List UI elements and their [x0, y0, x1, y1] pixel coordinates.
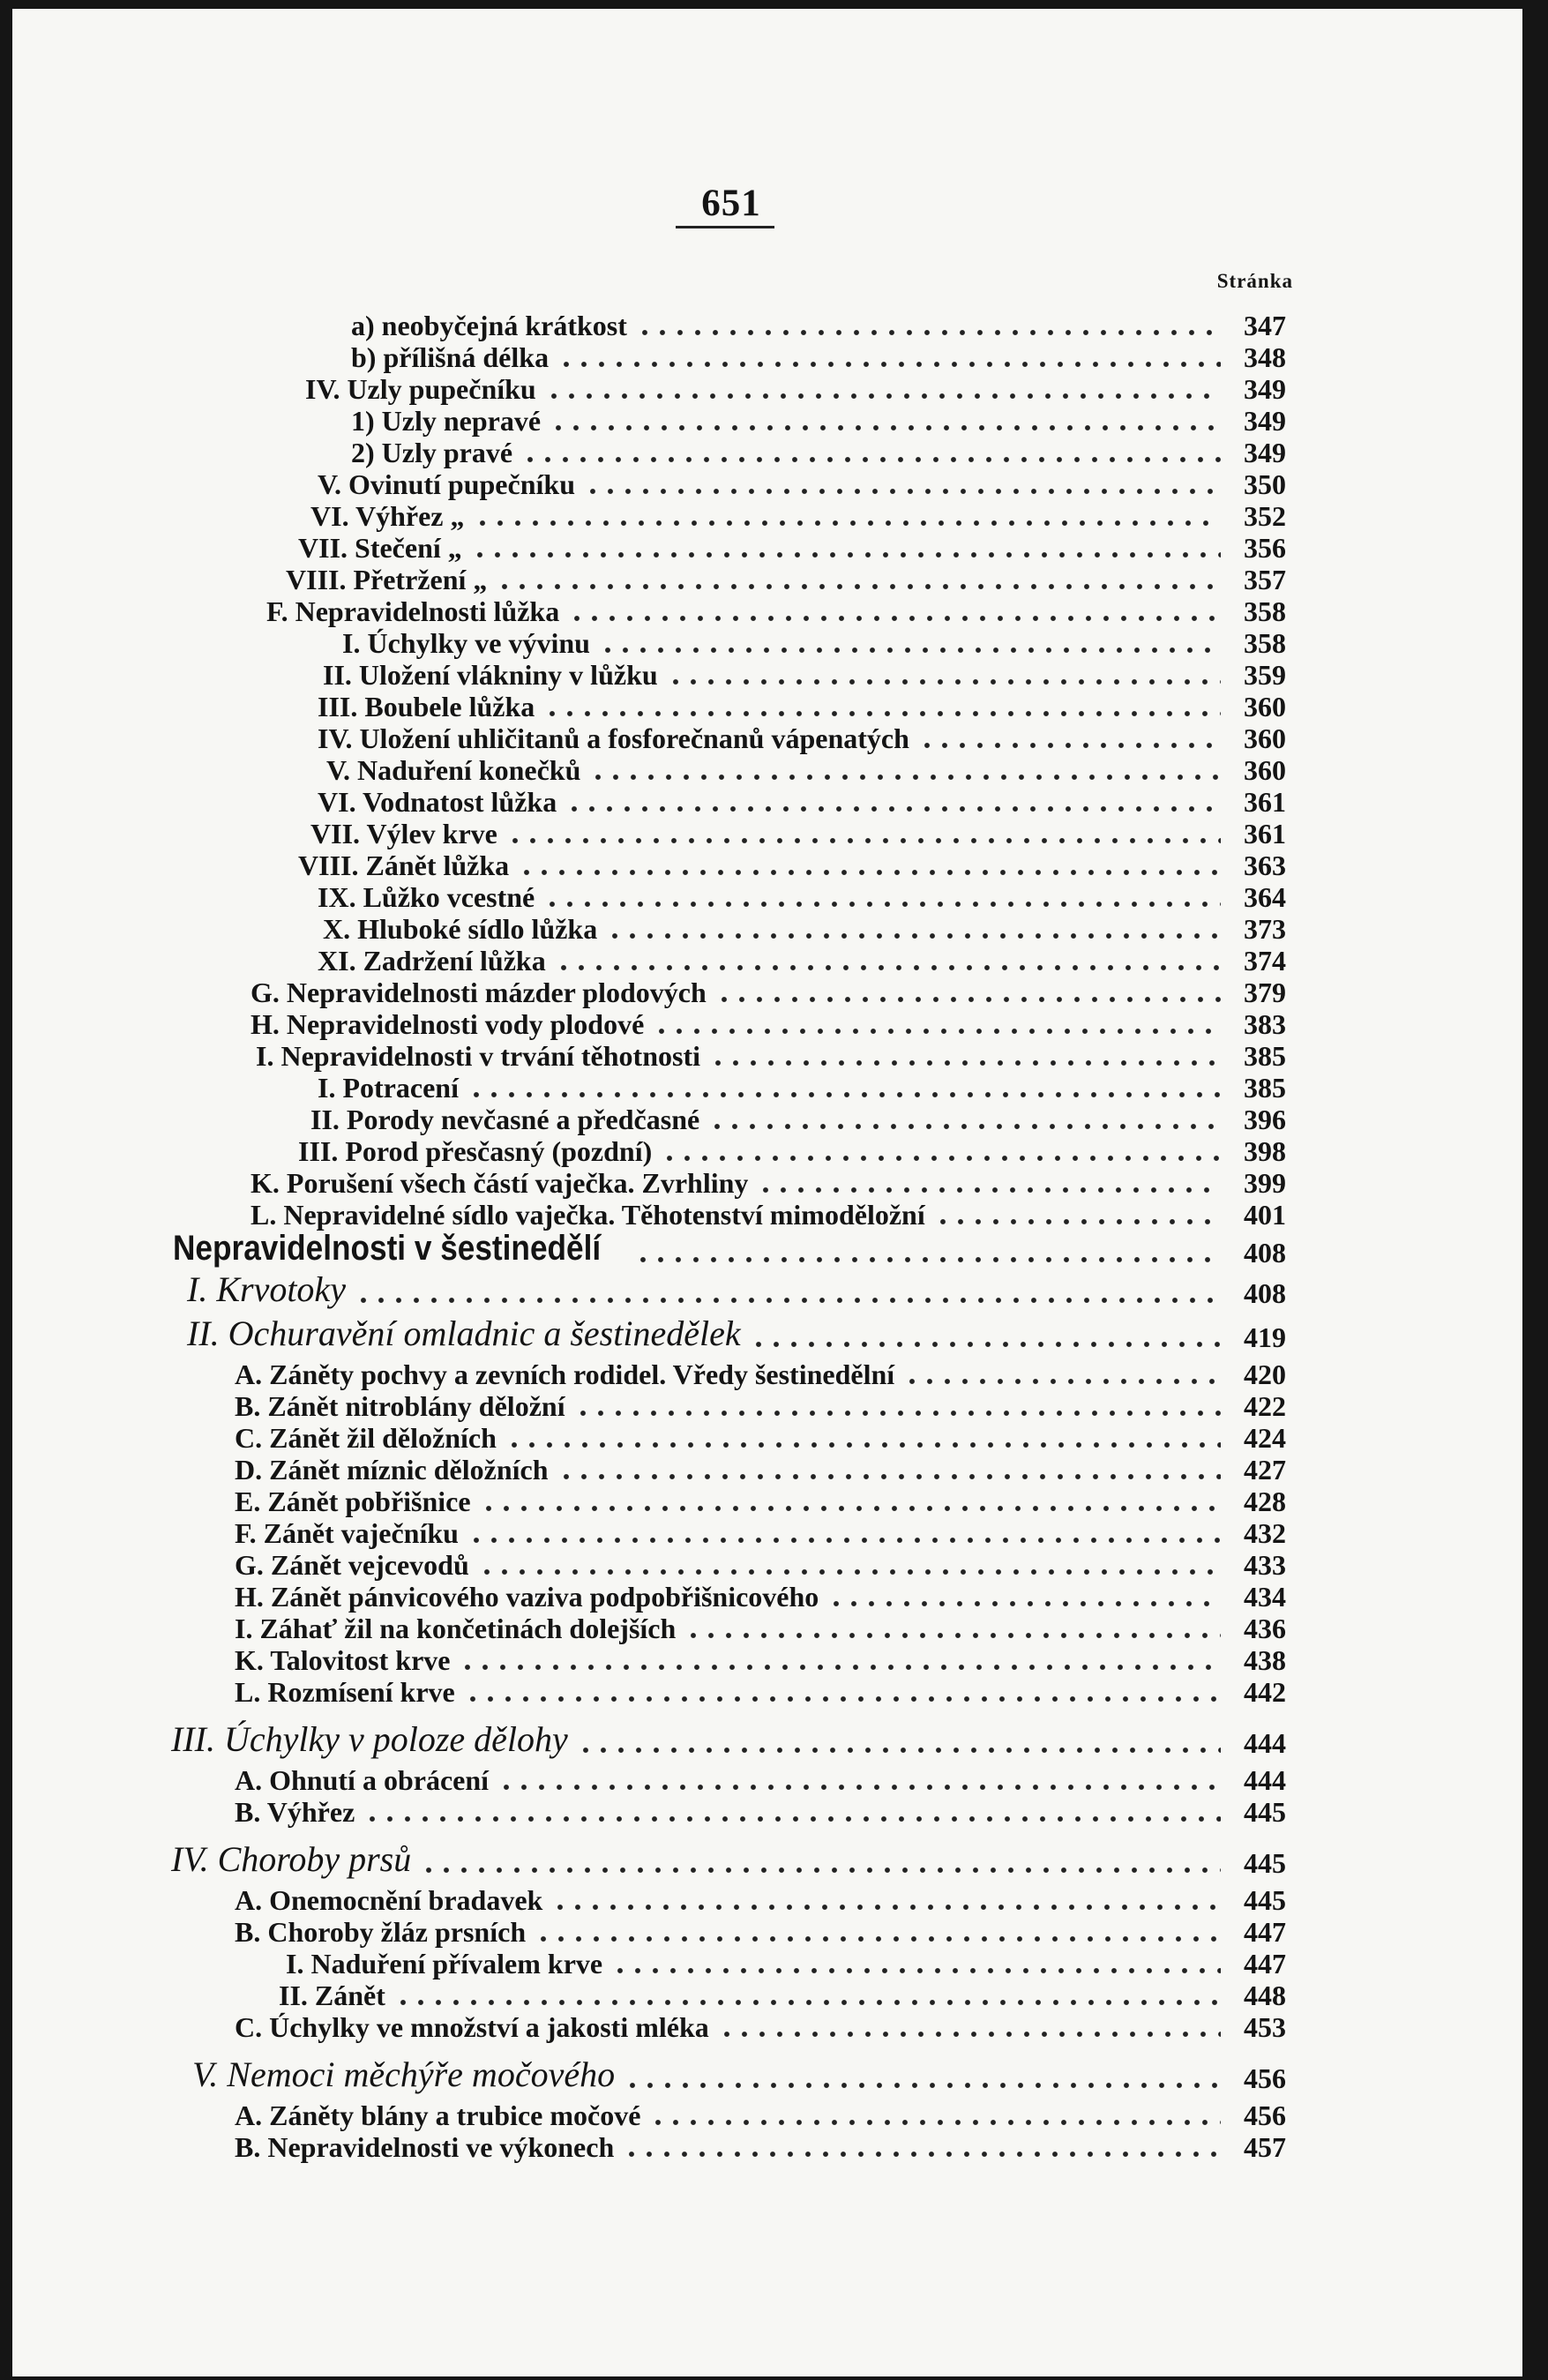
toc-entry-title: C. Úchylky ve množství a jakosti mléka: [235, 2011, 709, 2043]
toc-entry-title: II. Zánět: [279, 1980, 385, 2011]
toc-entry: [235, 2099, 1286, 2131]
toc-entry: [256, 1040, 1286, 1072]
toc-entry-title: A. Onemocnění bradavek: [235, 1884, 543, 1916]
toc-entry-title: I. Úchylky ve vývinu: [342, 627, 590, 659]
toc-entry-page: 359: [1244, 659, 1286, 691]
book-page: [12, 9, 1522, 2376]
leader-dots: [653, 1011, 1221, 1036]
toc-entry-title: I. Naduření přívalem krve: [286, 1948, 603, 1980]
leader-dots: [565, 789, 1221, 813]
toc-chapter: [171, 1720, 1286, 1759]
toc-entry-title: K. Porušení všech částí vaječka. Zvrhliny: [251, 1167, 749, 1199]
toc-entry-page: 349: [1244, 437, 1286, 468]
toc-entry-title: II. Porody nevčasné a předčasné: [310, 1104, 700, 1135]
toc-entry-title: A. Ohnutí a obrácení: [235, 1764, 490, 1796]
leader-dots: [471, 535, 1221, 559]
toc-entry: [323, 913, 1286, 945]
toc-chapter: [171, 1840, 1286, 1879]
toc-entry-page: 424: [1244, 1422, 1286, 1454]
toc-entry: [235, 1581, 1286, 1613]
leader-dots: [715, 979, 1221, 1004]
toc-entry-title: VIII. Zánět lůžka: [298, 849, 510, 881]
toc-entry-page: 428: [1244, 1486, 1286, 1517]
toc-entry-title: E. Zánět pobřišnice: [235, 1486, 471, 1517]
leader-dots: [589, 757, 1221, 782]
leader-dots: [497, 1767, 1221, 1792]
toc-entry-title: B. Výhřez: [235, 1796, 355, 1828]
toc-entry: [318, 881, 1286, 913]
leader-dots: [464, 1679, 1221, 1703]
leader-dots: [918, 725, 1221, 750]
toc-entry-page: 433: [1244, 1549, 1286, 1581]
toc-entry: [235, 1796, 1286, 1828]
chapter-page: 419: [1244, 1321, 1286, 1353]
leader-dots: [827, 1583, 1221, 1608]
leader-dots: [355, 1280, 1221, 1305]
leader-dots: [543, 884, 1221, 909]
toc-entry: [235, 1916, 1286, 1948]
toc-entry: [310, 500, 1286, 532]
toc-entry: [235, 1422, 1286, 1454]
toc-entry: [251, 1167, 1286, 1199]
toc-entry-title: I. Potracení: [318, 1072, 459, 1104]
toc-entry-page: 360: [1244, 754, 1286, 786]
toc-entry-page: 442: [1244, 1676, 1286, 1708]
toc-entry-page: 438: [1244, 1644, 1286, 1676]
toc-entry: [351, 341, 1286, 373]
leader-dots: [555, 947, 1221, 972]
toc-entry: [318, 786, 1286, 818]
leader-dots: [599, 630, 1221, 655]
toc-entry-page: 398: [1244, 1135, 1286, 1167]
leader-dots: [684, 1615, 1221, 1640]
toc-entry-title: VI. Vodnatost lůžka: [318, 786, 557, 818]
toc-entry: [298, 532, 1286, 564]
chapter-page: 408: [1244, 1277, 1286, 1309]
toc-entry: [318, 722, 1286, 754]
toc-entry-page: 364: [1244, 881, 1286, 913]
toc-entry-page: 399: [1244, 1167, 1286, 1199]
toc-entry-title: IX. Lůžko vcestné: [318, 881, 535, 913]
toc-chapter: [192, 2055, 1286, 2094]
column-header-page: Stránka: [1216, 270, 1293, 292]
toc-entry-page: 434: [1244, 1581, 1286, 1613]
toc-entry-title: D. Zánět míznic děložních: [235, 1454, 549, 1486]
leader-dots: [496, 566, 1221, 591]
toc-entry-title: 1) Uzly nepravé: [351, 405, 542, 437]
toc-entry-title: VIII. Přetržení „: [286, 564, 488, 595]
leader-dots: [624, 2065, 1221, 2090]
toc-entry: [310, 1104, 1286, 1135]
toc-entry-page: 352: [1244, 500, 1286, 532]
toc-entry-page: 385: [1244, 1072, 1286, 1104]
leader-dots: [611, 1950, 1221, 1975]
leader-dots: [606, 916, 1221, 940]
leader-dots: [478, 1552, 1221, 1576]
leader-dots: [757, 1170, 1221, 1194]
toc-entry-page: 361: [1244, 786, 1286, 818]
toc-entry-page: 349: [1244, 373, 1286, 405]
toc-entry-page: 447: [1244, 1916, 1286, 1948]
toc-entry-title: F. Nepravidelnosti lůžka: [266, 595, 560, 627]
leader-dots: [574, 1393, 1221, 1418]
leader-dots: [394, 1982, 1221, 2007]
toc-entry: [235, 1390, 1286, 1422]
toc-entry: [235, 1644, 1286, 1676]
chapter-title: V. Nemoci měchýře močového: [192, 2054, 616, 2094]
chapter-page: 445: [1244, 1847, 1286, 1879]
leader-dots: [474, 503, 1222, 528]
toc-entry: [251, 1008, 1286, 1040]
leader-dots: [363, 1799, 1221, 1823]
toc-chapter: [187, 1314, 1286, 1353]
page-number-underline: [676, 226, 774, 228]
toc-entry-title: L. Nepravidelné sídlo vaječka. Těhotenství mimoděložní: [251, 1199, 925, 1231]
toc-section-heading: [173, 1228, 1286, 1269]
toc-entry-page: 356: [1244, 532, 1286, 564]
leader-dots: [557, 1456, 1221, 1481]
toc-entry-page: 360: [1244, 722, 1286, 754]
toc-entry-page: 457: [1244, 2131, 1286, 2163]
toc-entry: [318, 691, 1286, 722]
toc-entry-title: b) přílišná délka: [351, 341, 550, 373]
toc-entry-page: 447: [1244, 1948, 1286, 1980]
toc-entry-title: 2) Uzly pravé: [351, 437, 513, 468]
toc-entry: [235, 1549, 1286, 1581]
toc-entry-title: H. Nepravidelnosti vody plodové: [251, 1008, 645, 1040]
toc-entry: [318, 945, 1286, 977]
chapter-title: IV. Choroby prsů: [171, 1839, 412, 1879]
leader-dots: [550, 408, 1221, 432]
toc-entry-page: 444: [1244, 1764, 1286, 1796]
toc-entry: [235, 1454, 1286, 1486]
toc-entry-page: 350: [1244, 468, 1286, 500]
toc-entry: [235, 1358, 1286, 1390]
toc-entry-title: G. Nepravidelnosti mázder plodových: [251, 977, 707, 1008]
toc-entry-page: 379: [1244, 977, 1286, 1008]
leader-dots: [467, 1074, 1221, 1099]
toc-entry-page: 448: [1244, 1980, 1286, 2011]
toc-entry: [235, 1764, 1286, 1796]
toc-entry-title: IV. Uložení uhličitanů a fosforečnanů vápenatých: [318, 722, 909, 754]
toc-entry-page: 373: [1244, 913, 1286, 945]
chapter-title: I. Krvotoky: [187, 1269, 346, 1309]
toc-entry: [351, 405, 1286, 437]
toc-entry-title: V. Ovinutí pupečníku: [318, 468, 575, 500]
toc-entry-title: K. Talovitost krve: [235, 1644, 451, 1676]
toc-entry: [286, 564, 1286, 595]
toc-entry: [235, 1486, 1286, 1517]
toc-entry: [310, 818, 1286, 849]
toc-entry: [235, 1676, 1286, 1708]
leader-dots: [667, 662, 1221, 686]
toc-entry-title: B. Choroby žláz prsních: [235, 1916, 527, 1948]
toc-entry-page: 358: [1244, 595, 1286, 627]
toc-entry-page: 456: [1244, 2099, 1286, 2131]
leader-dots: [568, 598, 1221, 623]
toc-entry: [279, 1980, 1286, 2011]
toc-entry: [235, 1613, 1286, 1644]
toc-entry-page: 360: [1244, 691, 1286, 722]
toc-entry-title: I. Záhať žil na končetinách dolejších: [235, 1613, 677, 1644]
toc-entry-page: 361: [1244, 818, 1286, 849]
toc-entry-title: III. Boubele lůžka: [318, 691, 535, 722]
toc-entry: [251, 977, 1286, 1008]
toc-entry-title: III. Porod přesčasný (pozdní): [298, 1135, 653, 1167]
leader-dots: [480, 1488, 1221, 1513]
toc-entry-title: a) neobyčejná krátkost: [351, 310, 627, 341]
toc-entry: [318, 1072, 1286, 1104]
toc-entry: [305, 373, 1286, 405]
chapter-page: 456: [1244, 2062, 1286, 2094]
toc-entry-page: 358: [1244, 627, 1286, 659]
toc-entry: [351, 437, 1286, 468]
leader-dots: [506, 820, 1221, 845]
toc-entry-page: 396: [1244, 1104, 1286, 1135]
section-page: 408: [1244, 1237, 1286, 1269]
toc-entry-page: 347: [1244, 310, 1286, 341]
toc-entry-title: VII. Výlev krve: [310, 818, 497, 849]
leader-dots: [649, 2102, 1221, 2127]
toc-entry-page: 348: [1244, 341, 1286, 373]
chapter-title: II. Ochuravění omladnic a šestinedělek: [187, 1313, 741, 1353]
leader-dots: [708, 1106, 1221, 1131]
leader-dots: [636, 312, 1221, 337]
toc-entry-title: B. Nepravidelnosti ve výkonech: [235, 2131, 615, 2163]
toc-entry: [351, 310, 1286, 341]
leader-dots: [557, 344, 1221, 369]
chapter-page: 444: [1244, 1727, 1286, 1759]
leader-dots: [467, 1520, 1221, 1545]
toc-entry: [318, 468, 1286, 500]
toc-entry: [235, 1517, 1286, 1549]
leader-dots: [750, 1324, 1221, 1349]
toc-entry-page: 357: [1244, 564, 1286, 595]
toc-entry-title: XI. Zadržení lůžka: [318, 945, 546, 977]
leader-dots: [903, 1361, 1221, 1386]
leader-dots: [661, 1138, 1221, 1163]
leader-dots: [934, 1201, 1221, 1226]
toc-entry: [235, 1884, 1286, 1916]
toc-entry: [298, 849, 1286, 881]
leader-dots: [551, 1887, 1221, 1912]
leader-dots: [543, 693, 1221, 718]
toc-entry-title: X. Hluboké sídlo lůžka: [323, 913, 598, 945]
leader-dots: [718, 2014, 1221, 2039]
leader-dots: [535, 1919, 1221, 1943]
toc-entry: [235, 2131, 1286, 2163]
section-title: Nepravidelnosti v šestinedělí: [173, 1229, 602, 1268]
toc-entry-page: 383: [1244, 1008, 1286, 1040]
leader-dots: [459, 1647, 1221, 1672]
chapter-title: III. Úchylky v poloze dělohy: [171, 1719, 568, 1759]
toc-entry-title: IV. Uzly pupečníku: [305, 373, 536, 405]
toc-entry: [235, 2011, 1286, 2043]
toc-entry-page: 363: [1244, 849, 1286, 881]
toc-entry-title: H. Zánět pánvicového vaziva podpobřišnicového: [235, 1581, 819, 1613]
toc-entry-title: VI. Výhřez „: [310, 500, 465, 532]
toc-entry-title: II. Uložení vlákniny v lůžku: [323, 659, 658, 691]
toc-entry-page: 427: [1244, 1454, 1286, 1486]
toc-entry-page: 374: [1244, 945, 1286, 977]
toc-entry-title: G. Zánět vejcevodů: [235, 1549, 469, 1581]
toc-entry-title: A. Záněty pochvy a zevních rodidel. Vředy šestinedělní: [235, 1358, 895, 1390]
toc-entry-title: VII. Stečení „: [298, 532, 462, 564]
toc-entry-page: 445: [1244, 1796, 1286, 1828]
toc-entry-page: 436: [1244, 1613, 1286, 1644]
toc-entry-page: 385: [1244, 1040, 1286, 1072]
leader-dots: [505, 1425, 1221, 1449]
toc-entry-page: 432: [1244, 1517, 1286, 1549]
toc-entry-page: 422: [1244, 1390, 1286, 1422]
toc-entry-page: 401: [1244, 1199, 1286, 1231]
toc-entry-title: V. Naduření konečků: [326, 754, 581, 786]
toc-chapter: [187, 1270, 1286, 1309]
toc-entry-page: 453: [1244, 2011, 1286, 2043]
toc-entry: [298, 1135, 1286, 1167]
toc-entry-page: 349: [1244, 405, 1286, 437]
leader-dots: [584, 471, 1221, 496]
toc-entry-title: C. Zánět žil děložních: [235, 1422, 497, 1454]
toc-entry-page: 445: [1244, 1884, 1286, 1916]
leader-dots: [577, 1730, 1221, 1755]
leader-dots: [623, 2134, 1221, 2159]
toc-entry-title: F. Zánět vaječníku: [235, 1517, 459, 1549]
toc-entry-title: A. Záněty blány a trubice močové: [235, 2099, 641, 2131]
leader-dots: [634, 1239, 1221, 1264]
leader-dots: [545, 376, 1221, 400]
leader-dots: [420, 1850, 1221, 1875]
toc-entry: [251, 1199, 1286, 1231]
toc-entry: [326, 754, 1286, 786]
leader-dots: [521, 439, 1221, 464]
toc-entry-page: 420: [1244, 1358, 1286, 1390]
toc-entry: [266, 595, 1286, 627]
toc-entry-title: L. Rozmísení krve: [235, 1676, 455, 1708]
toc-entry-title: B. Zánět nitroblány děložní: [235, 1390, 565, 1422]
toc-entry: [323, 659, 1286, 691]
toc-entry: [342, 627, 1286, 659]
page-number: 651: [701, 183, 761, 224]
toc-entry-title: I. Nepravidelnosti v trvání těhotnosti: [256, 1040, 700, 1072]
toc-entry: [286, 1948, 1286, 1980]
leader-dots: [709, 1043, 1221, 1067]
leader-dots: [518, 852, 1221, 877]
